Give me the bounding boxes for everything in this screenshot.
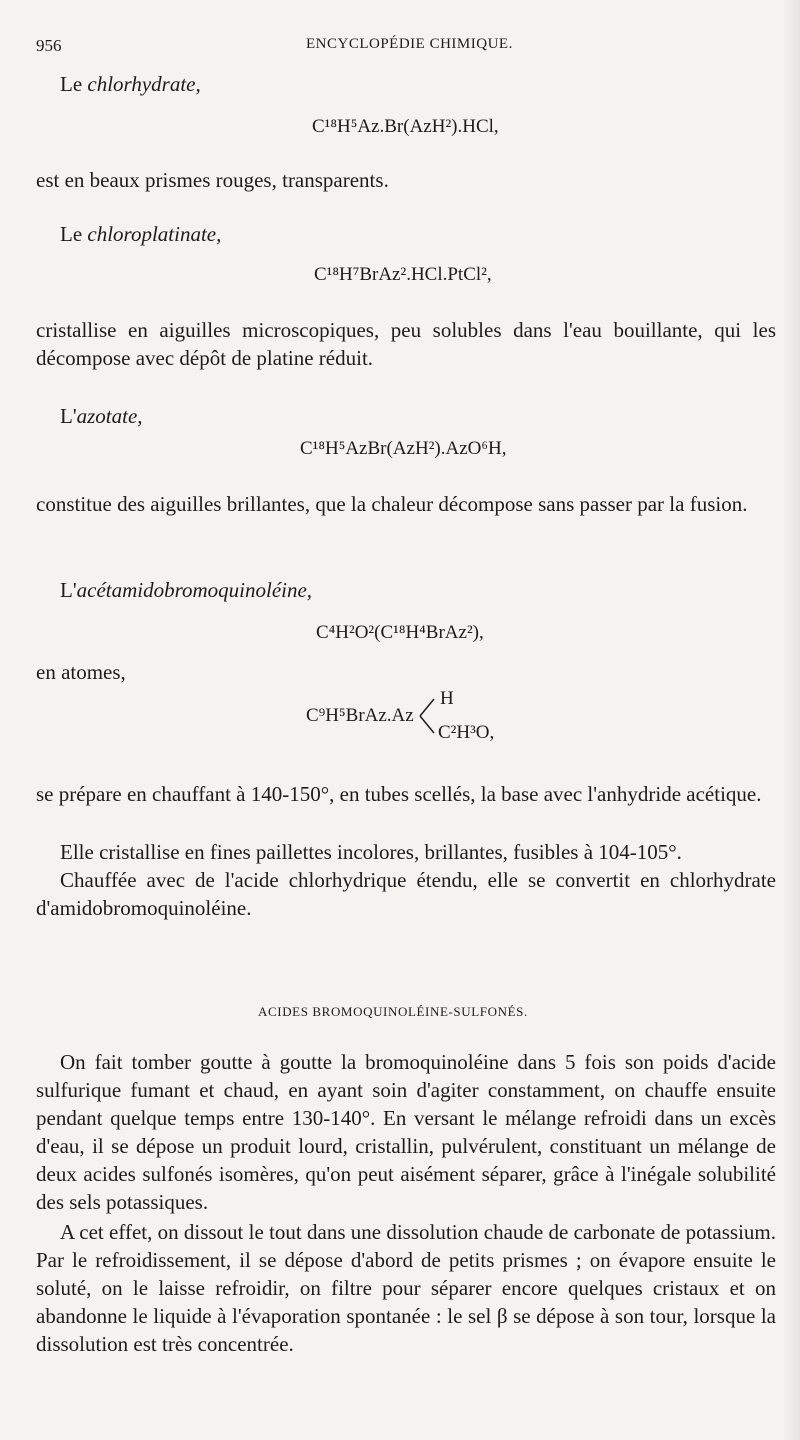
chloroplatinate-text: cristallise en aiguilles microscopiques, peu solubles dans l'eau bouillante, qui les décompose avec dépôt de platine réduit. [36,318,776,370]
label-prefix: L' [60,404,77,428]
section-title: ACIDES BROMOQUINOLÉINE-SULFONÉS. [258,1004,528,1019]
section-paragraph-2: A cet effet, on dissout le tout dans une dissolution chaude de carbonate de potassium. Par le refroidissement, il se dépose d'abord de petits prismes ; on évapore ensuite le soluté, on le laisse refroidir, on filtre pour séparer encore quelques cristaux et on abandonne le liquide à l'évaporation spontanée : le sel β se dépose à son tour, lorsque la dissolution est très concentrée. [36,1220,776,1356]
chloroplatinate-formula: C¹⁸H⁷BrAz².HCl.PtCl², [314,264,492,285]
azotate-label [60,404,143,429]
chlorhydrate-label [60,72,201,97]
chloroplatinate-label [60,222,221,247]
label-italic: chloroplatinate, [87,222,222,246]
acetamido-text-1: se prépare en chauffant à 140-150°, en tubes scellés, la base avec l'anhydride acétique. [36,782,762,806]
azotate-formula: C¹⁸H⁵AzBr(AzH²).AzO⁶H, [300,438,507,459]
running-title: ENCYCLOPÉDIE CHIMIQUE. [306,36,513,52]
page-number: 956 [36,36,62,55]
acetamido-text-2: Elle cristallise en fines paillettes incolores, brillantes, fusibles à 104-105°. [60,840,682,864]
atoms-label: en atomes, [36,660,126,684]
section-paragraph-1: On fait tomber goutte à goutte la bromoquinoléine dans 5 fois son poids d'acide sulfurique fumant et chaud, en ayant soin d'agiter constamment, on chauffe ensuite pendant quelque temps entre 130-140°. En versant le mélange refroidi dans un excès d'eau, il se dépose un produit lourd, cristallin, pulvérulent, constituant un mélange de deux acides sulfonés isomères, qu'on peut aisément séparer, grâce à l'inégale solubilité des sels potassiques. [36,1050,776,1214]
atom-formula-bracket [418,693,438,739]
label-prefix: L' [60,578,77,602]
acetamido-formula: C⁴H²O²(C¹⁸H⁴BrAz²), [316,622,484,643]
bracket-upper-stroke [420,699,434,716]
chlorhydrate-text: est en beaux prismes rouges, transparents. [36,168,389,192]
label-italic: acétamidobromoquinoléine, [76,578,313,602]
azotate-text: constitue des aiguilles brillantes, que la chaleur décompose sans passer par la fusion. [36,492,748,516]
atom-formula-main: C⁹H⁵BrAz.Az [306,705,414,726]
page-edge-shadow [782,0,800,1440]
label-italic: chlorhydrate, [87,72,201,96]
atom-formula-top: H [440,688,454,709]
atom-formula-bottom: C²H³O, [438,722,495,743]
acetamido-label [60,578,312,603]
bracket-lower-stroke [420,716,434,733]
label-prefix: Le [60,72,88,96]
label-prefix: Le [60,222,88,246]
label-italic: azotate, [76,404,143,428]
acetamido-text-3: Chauffée avec de l'acide chlorhydrique étendu, elle se convertit en chlorhydrate d'amidobromoquinoléine. [36,868,776,920]
chlorhydrate-formula: C¹⁸H⁵Az.Br(AzH²).HCl, [312,116,499,137]
